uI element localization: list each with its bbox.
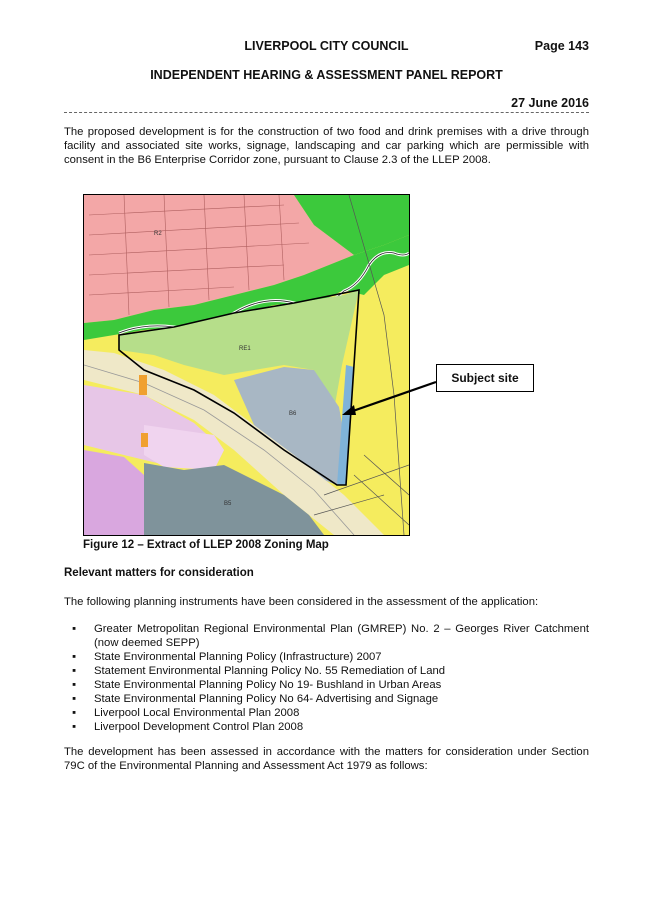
instrument-text: State Environmental Planning Policy No 64- Advertising and Signage [94,693,439,705]
instrument-text: State Environmental Planning Policy No 19- Bushland in Urban Areas [94,679,442,691]
zone-label-r2: R2 [154,231,162,237]
bullet-icon: ▪ [72,623,77,635]
bullet-icon: ▪ [72,707,77,719]
instrument-text: State Environmental Planning Policy (Infrastructure) 2007 [94,651,382,663]
header-divider [64,112,589,113]
report-date: 27 June 2016 [511,96,589,110]
lead-paragraph: The following planning instruments have been considered in the assessment of the application: [64,596,539,608]
list-item [64,664,589,678]
callout-arrow [340,380,440,420]
list-item [64,692,589,706]
list-item [64,650,589,664]
instrument-text: Liverpool Local Environmental Plan 2008 [94,707,300,719]
bullet-icon: ▪ [72,679,77,691]
list-item [64,706,589,720]
list-item [64,678,589,692]
zoning-map-graphic [84,195,409,535]
list-item [64,622,589,650]
instruments-list [64,622,589,734]
bullet-icon: ▪ [72,693,77,705]
zone-label-re1: RE1 [239,346,251,352]
bullet-icon: ▪ [72,651,77,663]
closing-paragraph: The development has been assessed in accordance with the matters for consideration under Section 79C of the Environmental Planning and Assessment Act 1979 as follows: [64,746,589,772]
instrument-text: Statement Environmental Planning Policy No. 55 Remediation of Land [94,665,446,677]
report-title: INDEPENDENT HEARING & ASSESSMENT PANEL REPORT [150,68,503,82]
list-item [64,720,589,734]
figure-caption: Figure 12 – Extract of LLEP 2008 Zoning Map [83,539,329,551]
bullet-icon: ▪ [72,665,77,677]
instrument-text: Greater Metropolitan Regional Environmental Plan (GMREP) No. 2 – Georges River Catchment (now deemed SEPP) [94,623,589,649]
zone-label-b6: B6 [289,411,297,417]
bullet-icon: ▪ [72,721,77,733]
zone-label-b5: B5 [224,501,232,507]
instrument-text: Liverpool Development Control Plan 2008 [94,721,304,733]
page-number: Page 143 [534,39,589,53]
subject-site-callout: Subject site [436,364,534,392]
zoning-map [83,194,410,536]
council-name: LIVERPOOL CITY COUNCIL [244,39,409,53]
intro-paragraph: The proposed development is for the construction of two food and drink premises with a drive through facility and associated site works, signage, landscaping and car parking which are permissible with consent in the B6 Enterprise Corridor zone, pursuant to Clause 2.3 of the LLEP 2008. [64,126,589,166]
section-heading: Relevant matters for consideration [64,567,254,579]
